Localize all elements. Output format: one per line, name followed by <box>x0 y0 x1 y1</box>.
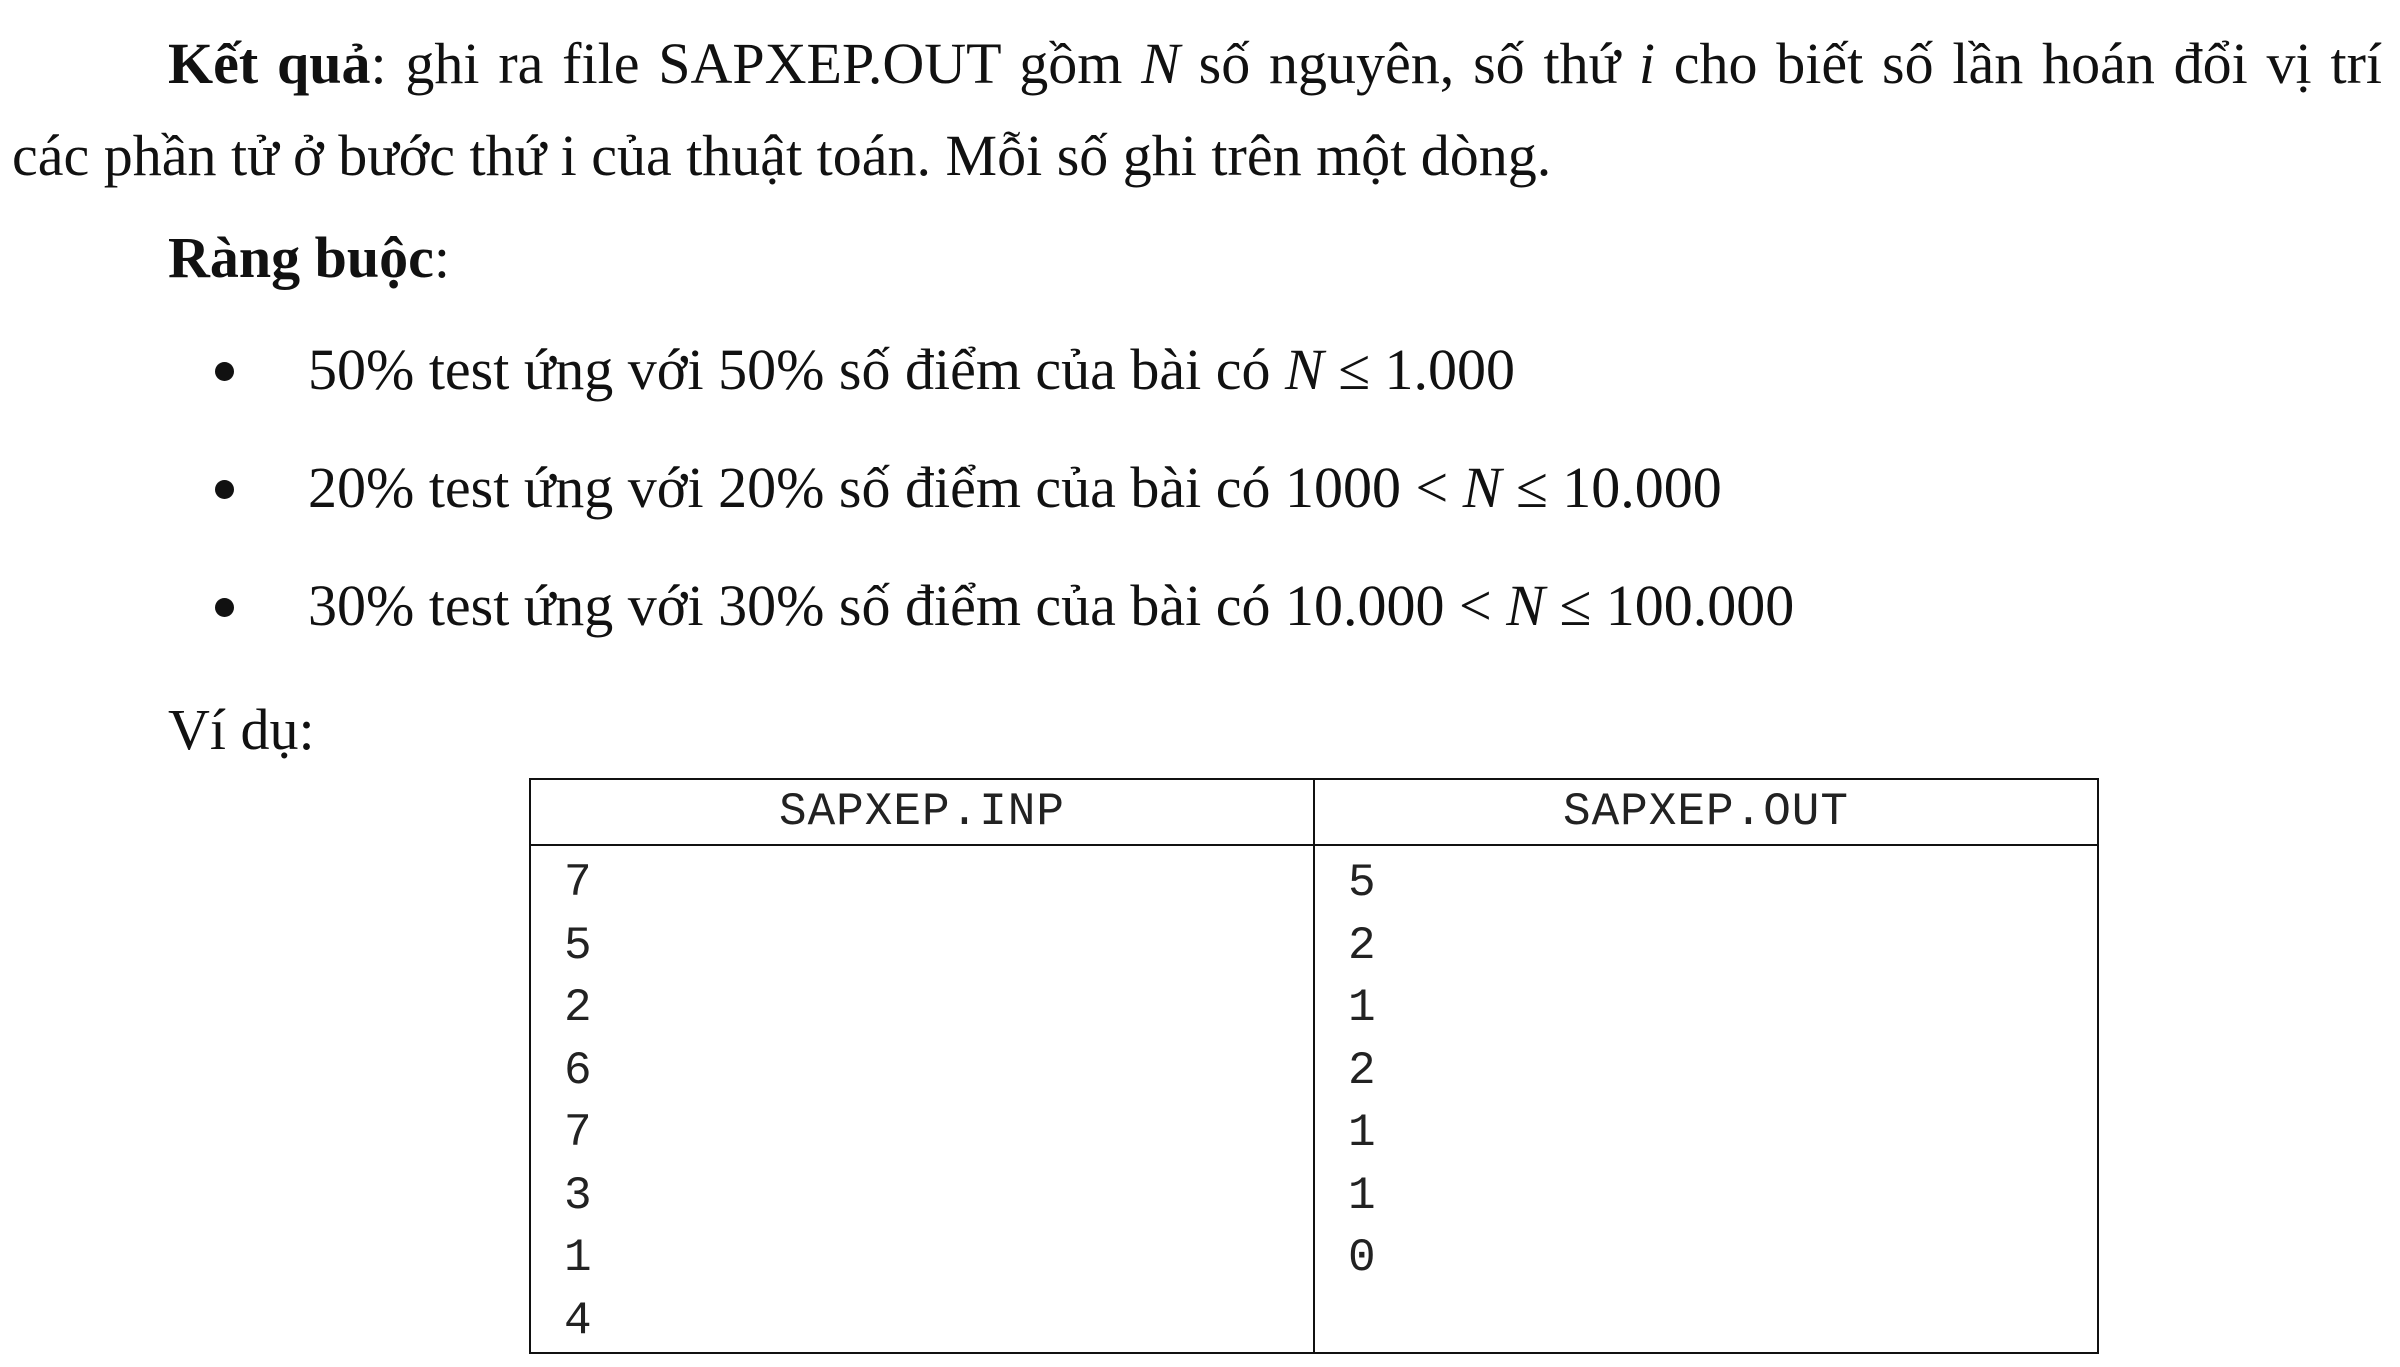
result-label: Kết quả <box>168 31 371 96</box>
constraint-text <box>308 330 1515 410</box>
constraints-heading-colon: : <box>433 225 451 290</box>
constraint-desc: 50% test ứng với 50% số điểm của bài có <box>308 337 1286 402</box>
constraint-math-post: ≤ 100.000 <box>1544 573 1795 638</box>
result-paragraph <box>12 18 2382 202</box>
constraint-var-n: N <box>1285 337 1324 402</box>
table-body-row <box>530 845 2098 1353</box>
result-var-i: i <box>1638 31 1655 96</box>
example-io-table <box>529 778 2099 1354</box>
input-value: 2 <box>564 982 592 1034</box>
bullet-icon <box>215 362 234 381</box>
input-value: 3 <box>564 1169 592 1222</box>
input-file-header: SAPXEP.INP <box>530 779 1314 845</box>
constraint-desc: 30% test ứng với 30% số điểm của bài có <box>308 573 1286 638</box>
bullet-icon <box>215 480 234 499</box>
constraint-var-n: N <box>1462 455 1502 520</box>
result-text-part-2: số nguyên, số thứ <box>1179 31 1639 96</box>
output-value: 5 <box>1348 857 1376 909</box>
output-value: 1 <box>1348 1169 1376 1222</box>
input-value: 1 <box>564 1232 592 1284</box>
example-label: Ví dụ: <box>168 697 315 762</box>
constraint-math-post: ≤ 10.000 <box>1501 455 1722 520</box>
output-value: 1 <box>1348 1107 1376 1159</box>
constraint-var-n: N <box>1506 573 1545 638</box>
constraint-math-post: ≤ 1.000 <box>1323 337 1516 402</box>
output-value: 2 <box>1348 919 1376 972</box>
result-var-n: N <box>1141 31 1180 96</box>
output-file-header: SAPXEP.OUT <box>1314 779 2098 845</box>
constraint-text <box>308 448 1722 528</box>
input-value: 6 <box>564 1044 592 1097</box>
bullet-icon <box>215 598 234 617</box>
constraint-math-pre: 1000 < <box>1285 455 1463 520</box>
constraint-text <box>308 566 1794 646</box>
constraint-math-pre: 10.000 < <box>1285 573 1507 638</box>
input-value: 7 <box>564 857 592 909</box>
output-value: 1 <box>1348 982 1376 1034</box>
output-values-cell <box>1314 845 2098 1353</box>
output-value: 0 <box>1348 1232 1376 1284</box>
constraint-desc: 20% test ứng với 20% số điểm của bài có <box>308 455 1286 520</box>
input-value: 4 <box>564 1294 592 1347</box>
input-value: 7 <box>564 1107 592 1159</box>
output-value: 2 <box>1348 1044 1376 1097</box>
constraints-heading <box>168 218 450 298</box>
constraints-heading-label: Ràng buộc <box>168 225 434 290</box>
result-text-part-1: : ghi ra file SAPXEP.OUT gồm <box>370 31 1142 96</box>
input-value: 5 <box>564 919 592 972</box>
input-values-cell <box>530 845 1314 1353</box>
result-text-part-3: cho biết số lần hoán đổi vị trí các phần tử ở bước thứ i của thuật toán. Mỗi số ghi trên một dòng. <box>12 31 2382 188</box>
table-header-row <box>530 779 2098 845</box>
